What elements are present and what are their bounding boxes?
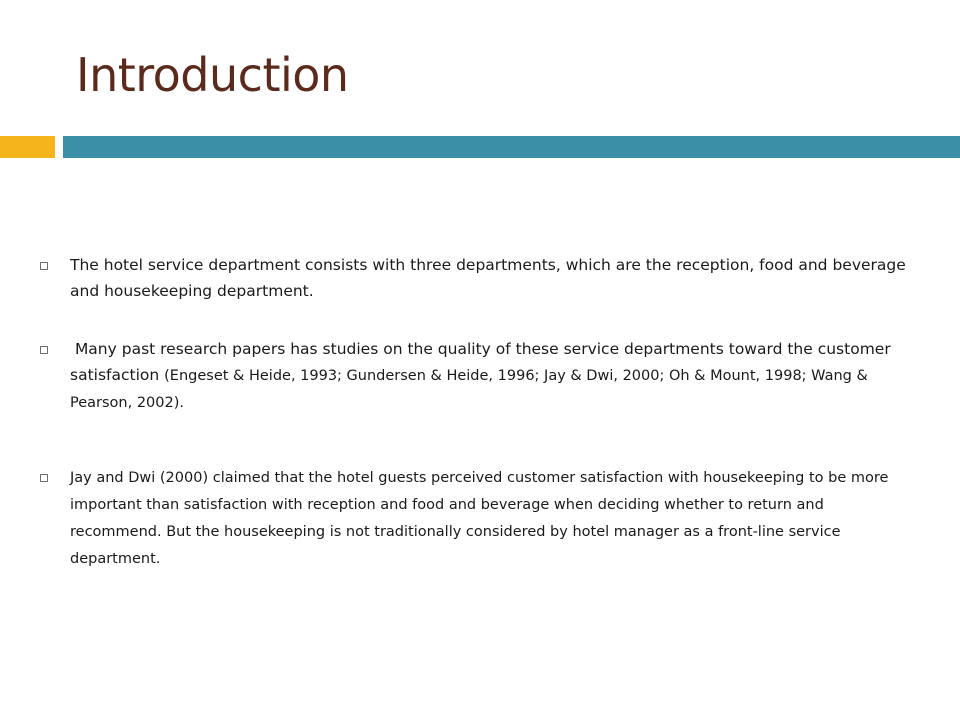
slide-title: Introduction [76, 48, 349, 102]
bullet-item [38, 252, 914, 304]
bullet-text: Jay and Dwi (2000) claimed that the hotel guests perceived customer satisfaction with housekeeping to be more important than satisfaction with reception and food and beverage when deciding whether to return and recommend. But the housekeeping is not traditionally considered by hotel manager as a front-line service department. [70, 470, 889, 567]
square-bullet-icon [40, 346, 48, 354]
bullet-text: Many past research papers has studies on the quality of these service departments toward the customer satisfaction [70, 340, 896, 384]
bullet-item [38, 336, 914, 416]
square-bullet-icon [40, 474, 48, 482]
square-bullet-icon [40, 262, 48, 270]
bullet-item [38, 464, 914, 572]
accent-bar-right [63, 136, 960, 158]
bullet-list [38, 252, 914, 604]
bullet-citation: (Engeset & Heide, 1993; Gundersen & Heide, 1996; Jay & Dwi, 2000; Oh & Mount, 1998; Wang & Pearson, 2002). [70, 368, 868, 411]
bullet-text: The hotel service department consists with three departments, which are the reception, food and beverage and housekeeping department. [70, 256, 906, 300]
accent-bar-left [0, 136, 55, 158]
